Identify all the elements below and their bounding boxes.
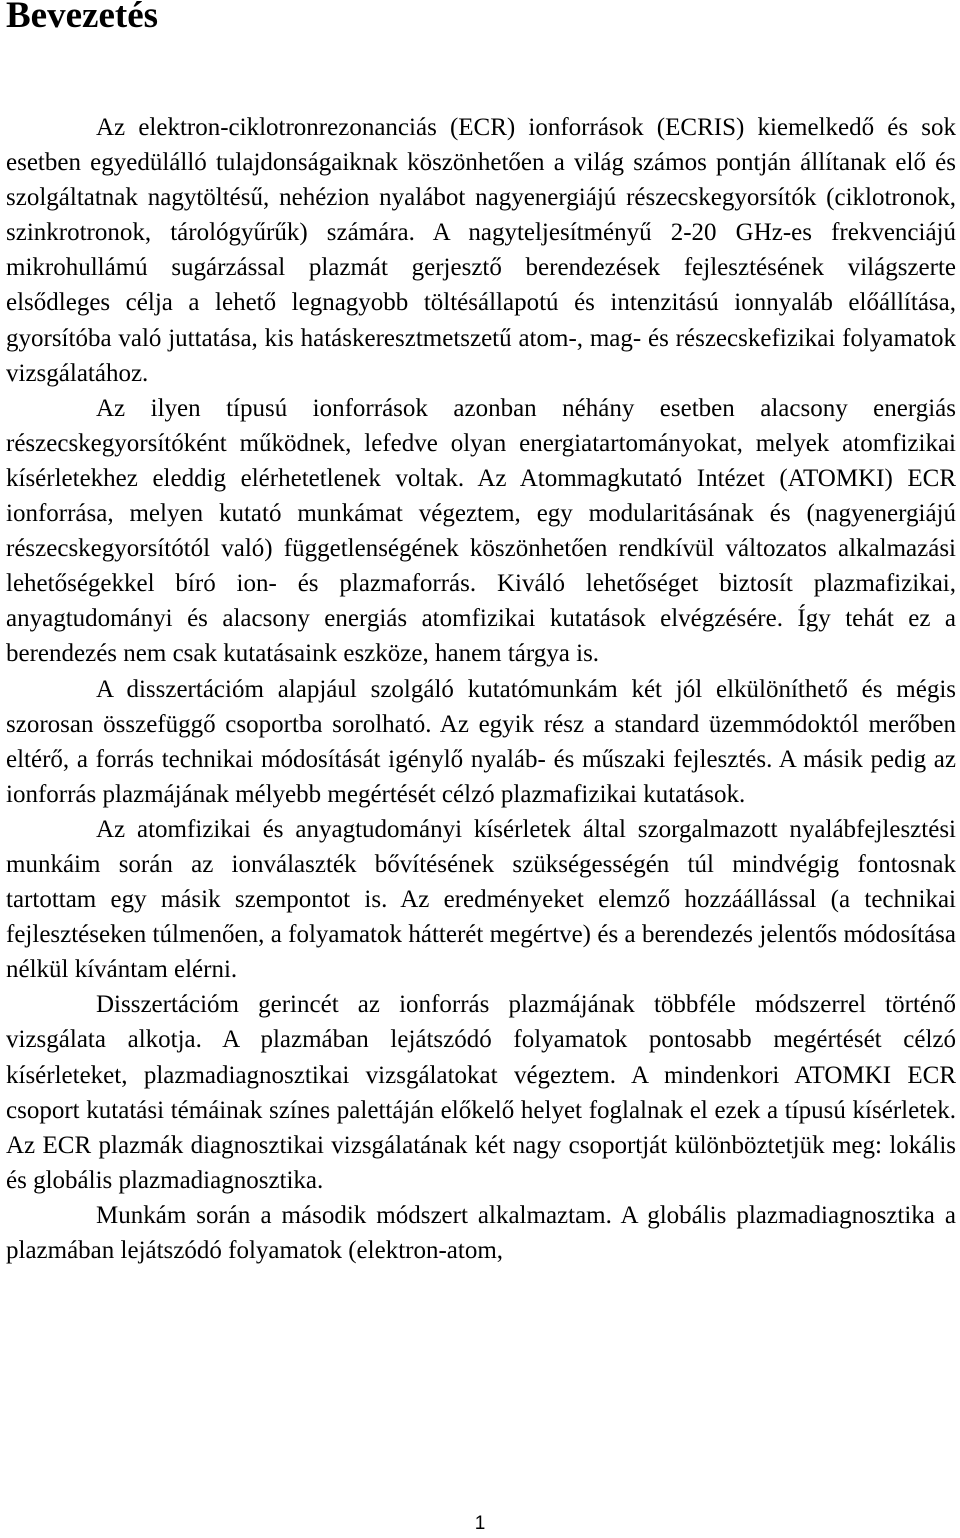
document-body [6,110,956,1268]
paragraph: Az elektron-ciklotronrezonanciás (ECR) ionforrások (ECRIS) kiemelkedő és sok esetben egyedülálló tulajdonságaiknak köszönhetően a világ számos pontján állítanak elő és szolgáltatnak nagytöltésű, nehézion nyalábot nagyenergiájú részecskegyorsítók (ciklotronok, szinkrotronok, tárológyűrűk) számára. A nagyteljesítményű 2-20 GHz-es frekvenciájú mikrohullámú sugárzással plazmát gerjesztő berendezések fejlesztésének világszerte elsődleges célja a lehető legnagyobb töltésállapotú és intenzitású ionnyaláb előállítása, gyorsítóba való juttatása, kis hatáskeresztmetszetű atom-, mag- és részecskefizikai folyamatok vizsgálatához. [6,114,956,387]
page-number: 1 [474,1513,486,1534]
paragraph: Az ilyen típusú ionforrások azonban néhány esetben alacsony energiás részecskegyorsítóként működnek, lefedve olyan energiatartományokat, melyek atomfizikai kísérletekhez eleddig elérhetetlenek voltak. Az Atommagkutató Intézet (ATOMKI) ECR ionforrása, melyen kutató munkámat végeztem, egy modularitásának és (nagyenergiájú részecskegyorsítótól való) függetlenségének köszönhetően rendkívül változatos alkalmazási lehetőségekkel bíró ion- és plazmaforrás. Kiváló lehetőséget biztosít plazmafizikai, anyagtudományi és alacsony energiás atomfizikai kutatások elvégzésére. Így tehát ez a berendezés nem csak kutatásaink eszköze, hanem tárgya is. [6,394,956,668]
page-title: Bevezetés [6,0,159,36]
paragraph: Disszertációm gerincét az ionforrás plazmájának többféle módszerrel történő vizsgálata alkotja. A plazmában lejátszódó folyamatok pontosabb megértését célzó kísérleteket, plazmadiagnosztikai vizsgálatokat végeztem. A mindenkori ATOMKI ECR csoport kutatási témáinak színes palettáján előkelő helyet foglalnak el ezek a típusú kísérletek. Az ECR plazmák diagnosztikai vizsgálatának két nagy csoportját különböztetjük meg: lokális és globális plazmadiagnosztika. [6,991,956,1194]
paragraph: A disszertációm alapjául szolgáló kutatómunkám két jól elkülöníthető és mégis szorosan összefüggő csoportba sorolható. Az egyik rész a standard üzemmódoktól merőben eltérő, a forrás technikai módosítását igénylő nyaláb- és műszaki fejlesztés. A másik pedig az ionforrás plazmájának mélyebb megértését célzó plazmafizikai kutatások. [6,675,956,808]
paragraph: Munkám során a második módszert alkalmaztam. A globális plazmadiagnosztika a plazmában lejátszódó folyamatok (elektron-atom, [6,1201,956,1264]
paragraph: Az atomfizikai és anyagtudományi kísérletek által szorgalmazott nyalábfejlesztési munkáim során az ionválaszték bővítésének szükségességén túl mindvégig fontosnak tartottam egy másik szempontot is. Az eredményeket elemző hozzáállással (a technikai fejlesztéseken túlmenően, a folyamatok hátterét megértve) és a berendezés jelentős módosítása nélkül kívántam elérni. [6,815,956,984]
